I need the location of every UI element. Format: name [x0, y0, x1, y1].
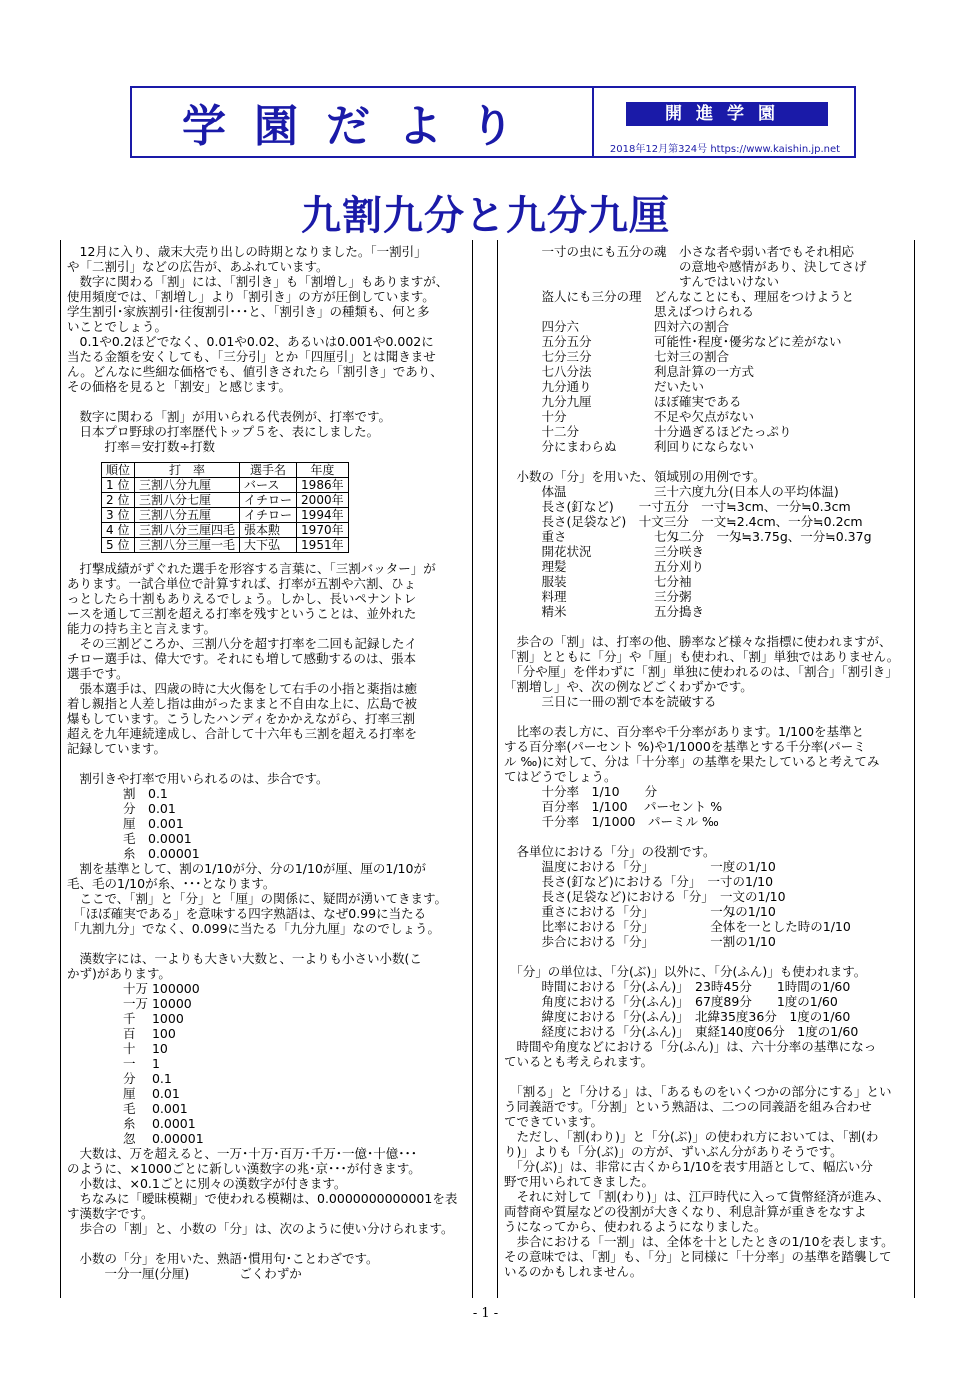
right-r7 — [504, 1084, 914, 1279]
right-r5 — [504, 844, 914, 949]
text-line: 「割増し」や、次の例などごくわずかです。 — [504, 679, 753, 694]
text-line: いるのかもしれません。 — [504, 1264, 643, 1279]
text-line: 体温 三十六度九分(日本人の平均体温) — [504, 484, 839, 499]
text-line: 千分率 1/1000 パーミル ‰ — [504, 814, 719, 829]
text-line: 割 0.1 — [123, 786, 168, 801]
table-cell: 1994年 — [297, 508, 349, 523]
left-column — [60, 240, 473, 1298]
text-line: 十二分 十分過ぎるほどたっぷり — [504, 424, 792, 439]
text-line: 「割る」と「分ける」は、「あるものをいくつかの部分にする」とい — [504, 1084, 892, 1099]
text-line: 糸 0.0001 — [123, 1116, 196, 1131]
text-line: 緯度における「分(ふん)」 北緯35度36分 1度の1/60 — [504, 1009, 851, 1024]
text-line: てできています。 — [504, 1114, 604, 1129]
text-line: 「分(ぶ)」は、非常に古くから1/10を表す用語として、幅広い分 — [504, 1159, 873, 1174]
text-line: ただし、「割(わり)」と「分(ぶ)」の使われ方においては、「割(わ — [504, 1129, 879, 1144]
table-cell: 張本勲 — [240, 523, 297, 538]
text-line: 張本選手は、四歳の時に大火傷をして右手の小指と薬指は癒 — [67, 681, 418, 696]
table-cell: 1 位 — [102, 478, 135, 493]
text-line: 「分や厘」を伴わずに「割」単独に使われるのは、「割合」「割引き」 — [504, 664, 898, 679]
text-line: 当たる金額を安くしても、「三分引」とか「四厘引」とは聞きませ — [67, 349, 436, 364]
units-list-1 — [67, 786, 472, 861]
text-line: 料理 三分粥 — [504, 589, 692, 604]
text-line: 一分一厘(分厘) ごくわずか — [67, 1266, 302, 1281]
text-line: ル ‰)に対して、分は「十分率」の基準を果たしていると考えてみ — [504, 754, 880, 769]
text-line: 厘 0.01 — [123, 1086, 180, 1101]
text-line: 「割」とともに「分」や「厘」も使われ、「割」単独ではありません。 — [504, 649, 900, 664]
table-cell: イチロー — [240, 508, 297, 523]
table-cell: 1986年 — [297, 478, 349, 493]
text-line: 両替商や質屋などの役割が大きくなり、利息計算が重きをなすよ — [504, 1204, 867, 1219]
text-line: それに対して「割(わり)」は、江戸時代に入って貨幣経済が進み、 — [504, 1189, 890, 1204]
text-line: 七八分法 利息計算の一方式 — [504, 364, 755, 379]
text-line: の意地や感情があり、決してさげ — [504, 259, 867, 274]
table-row — [102, 508, 349, 523]
text-line: 一 1 — [123, 1056, 160, 1071]
text-line: 小数の「分」を用いた、領域別の用例です。 — [504, 469, 766, 484]
text-line: うになってから、使われるようになりました。 — [504, 1219, 767, 1234]
text-line: 重さにおける「分」 一匁の1/10 — [504, 904, 776, 919]
text-line: 着し親指と人差し指は曲がったままと不自由な上に、広島で被 — [67, 696, 418, 711]
text-line: っとしたら十割もありえるでしょう。しかし、長いペナントレ — [67, 591, 417, 606]
text-line: のように、×1000ごとに新しい漢数字の兆･京･･･が付きます。 — [67, 1161, 421, 1176]
text-line: 分 0.1 — [123, 1071, 172, 1086]
text-line: 千 1000 — [123, 1011, 184, 1026]
text-line: 日本プロ野球の打率歴代トップ５を、表にしました。 — [67, 424, 380, 439]
text-line: いことでしょう。 — [67, 319, 168, 334]
text-line: 九分通り だいたい — [504, 379, 705, 394]
text-line: う同義語です。「分割」という熟語は、二つの同義語を組み合わせ — [504, 1099, 872, 1114]
text-line: 小数の「分」を用いた、熟語･慣用句･ことわざです。 — [67, 1251, 379, 1266]
text-line: 一寸の虫にも五分の魂 小さな者や弱い者でもそれ相応 — [504, 244, 855, 259]
text-line: 毛 0.001 — [123, 1101, 188, 1116]
text-line: 爆もしています。こうしたハンディをかかえながら、打率三割 — [67, 711, 416, 726]
table-cell: 1951年 — [297, 538, 349, 553]
text-line: 角度における「分(ふん)」 67度89分 1度の1/60 — [504, 994, 838, 1009]
text-line: 四分六 四対六の割合 — [504, 319, 730, 334]
text-line: 割を基準として、割の1/10が分、分の1/10が厘、厘の1/10が — [67, 861, 426, 876]
text-line: 一万 10000 — [123, 996, 192, 1011]
text-line: 大数は、万を超えると、一万･十万･百万･千万･一億･十億･･･ — [67, 1146, 418, 1161]
text-line: 選手です。 — [67, 666, 129, 681]
text-line: 温度における「分」 一度の1/10 — [504, 859, 776, 874]
text-line: 三日に一冊の割で本を読破する — [504, 694, 717, 709]
table-cell: 大下弘 — [240, 538, 297, 553]
text-line: 比率の表し方に、百分率や千分率があります。1/100を基準と — [504, 724, 865, 739]
text-line: てはどうでしょう。 — [504, 769, 617, 784]
text-line: 歩合における「一割」は、全体を十としたときの1/10を表します。 — [504, 1234, 894, 1249]
text-line: 打撃成績がずぐれた選手を形容する言葉に、「三割バッター」が — [67, 561, 436, 576]
page-number: - 1 - — [472, 1306, 499, 1321]
text-line: 数字に関わる「割」には、「割引き」も「割増し」もありますが、 — [67, 274, 449, 289]
text-line: 経度における「分(ふん)」 東経140度06分 1度の1/60 — [504, 1024, 859, 1039]
right-r1 — [504, 244, 914, 454]
text-line: 長さ(足袋など) 十文三分 一文≒2.4cm、一分≒0.2cm — [504, 514, 863, 529]
text-line: 盗人にも三分の理 どんなことにも、理屈をつけようと — [504, 289, 855, 304]
text-line: 毛、毛の1/10が糸、･･･となります。 — [67, 876, 276, 891]
text-line: 12月に入り、歳末大売り出しの時期となりました。「一割引」 — [67, 244, 427, 259]
text-line: 十分率 1/10 分 — [504, 784, 658, 799]
text-line: す漢数字です。 — [67, 1206, 154, 1221]
text-line: 小数は、×0.1ごとに別々の漢数字が付きます。 — [67, 1176, 347, 1191]
text-line: 百 100 — [123, 1026, 176, 1041]
left-p4 — [67, 771, 472, 786]
left-p3 — [67, 561, 472, 756]
table-cell: 三割八分九厘 — [135, 478, 240, 493]
table-cell: 三割八分五厘 — [135, 508, 240, 523]
text-line: 忽 0.00001 — [123, 1131, 204, 1146]
text-line: 0.1や0.2ほどでなく、0.01や0.02、あるいは0.001や0.002に — [67, 334, 434, 349]
text-line: チロー選手は、偉大です。それにも増して感動するのは、張本 — [67, 651, 417, 666]
text-line: する百分率(パーセント %)や1/1000を基準とする千分率(パーミ — [504, 739, 866, 754]
text-line: り)」よりも「分(ぶ)」の方が、ずいぶん分がありそうです。 — [504, 1144, 843, 1159]
text-line: や「二割引」などの広告が、あふれています。 — [67, 259, 329, 274]
text-line: 打率＝安打数÷打数 — [67, 439, 215, 454]
table-cell: 順位 — [102, 463, 135, 478]
text-line: 時間における「分(ふん)」 23時45分 1時間の1/60 — [504, 979, 851, 994]
left-p6 — [67, 951, 472, 981]
text-line: 百分率 1/100 パーセント % — [504, 799, 723, 814]
text-line: ースを通して三割を超える打率を残すということは、並外れた — [67, 606, 417, 621]
table-cell: 三割八分三厘一毛 — [135, 538, 240, 553]
masthead-info — [592, 88, 856, 156]
text-line: 十万 100000 — [123, 981, 200, 996]
text-line: 歩合の「割」は、打率の他、勝率など様々な指標に使われますが、 — [504, 634, 892, 649]
right-r6 — [504, 964, 914, 1069]
text-line: 「ほぼ確実である」を意味する四字熟語は、なぜ0.99に当たる — [67, 906, 427, 921]
text-line: その意味では、「割」も、「分」と同様に「十分率」の基準を踏襲して — [504, 1249, 892, 1264]
table-cell: 選手名 — [240, 463, 297, 478]
text-line: 十 10 — [123, 1041, 168, 1056]
left-p7 — [67, 1146, 472, 1236]
text-line: 重さ 七匁二分 一匁≒3.75g、一分≒0.37g — [504, 529, 872, 544]
left-p8 — [67, 1251, 472, 1281]
text-line: 九分九厘 ほぼ確実である — [504, 394, 742, 409]
text-line: 精米 五分搗き — [504, 604, 705, 619]
text-line: 分にまわらぬ 利回りにならない — [504, 439, 755, 454]
table-cell: イチロー — [240, 493, 297, 508]
units-list-2 — [67, 981, 472, 1146]
text-line: その三割どころか、三割八分を超す打率を二回も記録したイ — [67, 636, 418, 651]
text-line: 割引きや打率で用いられるのは、歩合です。 — [67, 771, 329, 786]
text-line: かず)があります。 — [67, 966, 171, 981]
text-line: 比率における「分」 全体を一とした時の1/10 — [504, 919, 851, 934]
left-p2 — [67, 409, 472, 454]
table-cell: 年度 — [297, 463, 349, 478]
text-line: 長さ(足袋など)における「分」 一文の1/10 — [504, 889, 786, 904]
table-cell: 三割八分七厘 — [135, 493, 240, 508]
table-row — [102, 523, 349, 538]
issue-line: 2018年12月第324号 https://www.kaishin.jp.net — [609, 144, 841, 155]
table-cell: 4 位 — [102, 523, 135, 538]
text-line: 歩合における「分」 一割の1/10 — [504, 934, 776, 949]
right-r3 — [504, 634, 914, 709]
text-line: 開花状況 三分咲き — [504, 544, 705, 559]
text-line: ここで、「割」と「分」と「厘」の関係に、疑問が湧いてきます。 — [67, 891, 448, 906]
masthead — [130, 86, 856, 158]
table-row — [102, 538, 349, 553]
text-line: 能力の持ち主と言えます。 — [67, 621, 217, 636]
table-cell: バース — [240, 478, 297, 493]
text-line: 長さ(釘など)における「分」 一寸の1/10 — [504, 874, 774, 889]
table-row — [102, 493, 349, 508]
text-line: 「分」の単位は、「分(ぶ)」以外に、「分(ふん)」も使われます。 — [504, 964, 867, 979]
text-line: 記録しています。 — [67, 741, 167, 756]
left-p5 — [67, 861, 472, 936]
text-line: 毛 0.0001 — [123, 831, 192, 846]
text-line: ているとも考えられます。 — [504, 1054, 654, 1069]
text-line: すんではいけない — [504, 274, 780, 289]
text-line: ん。どんなに些細な価格でも、値引きされたら「割引き」であり、 — [67, 364, 443, 379]
text-line: 数字に関わる「割」が用いられる代表例が、打率です。 — [67, 409, 392, 424]
text-line: 長さ(釘など) 一寸五分 一寸≒3cm、一分≒0.3cm — [504, 499, 851, 514]
table-row — [102, 478, 349, 493]
table-cell: 5 位 — [102, 538, 135, 553]
text-line: 七分三分 七対三の割合 — [504, 349, 730, 364]
table-cell: 3 位 — [102, 508, 135, 523]
text-line: 十分 不足や欠点がない — [504, 409, 755, 424]
text-line: 五分五分 可能性･程度･優劣などに差がない — [504, 334, 842, 349]
school-name: 開進学園 — [626, 102, 828, 126]
text-line: 歩合の「割」と、小数の「分」は、次のように使い分けられます。 — [67, 1221, 454, 1236]
text-line: 厘 0.001 — [123, 816, 184, 831]
text-line: 「九割九分」でなく、0.099に当たる「九分九厘」なのでしょう。 — [67, 921, 441, 936]
text-line: あります。一試合単位で計算すれば、打率が五割や六割、ひょ — [67, 576, 417, 591]
table-cell: 1970年 — [297, 523, 349, 538]
text-line: 服装 七分袖 — [504, 574, 692, 589]
text-line: 糸 0.00001 — [123, 846, 200, 861]
masthead-title: 学園だより — [182, 101, 542, 152]
table-cell: 2 位 — [102, 493, 135, 508]
table-cell: 2000年 — [297, 493, 349, 508]
right-column — [497, 240, 915, 1298]
text-line: 超えを九年連続達成し、合計して十六年も三割を超える打率を — [67, 726, 418, 741]
left-p1 — [67, 244, 472, 394]
text-line: ちなみに「曖昧模糊」で使われる模糊は、0.0000000000001を表 — [67, 1191, 458, 1206]
text-line: その価格を見ると「割安」と感じます。 — [67, 379, 292, 394]
text-line: 野で用いられてきました。 — [504, 1174, 655, 1189]
headline: 九割九分と九分九厘 — [301, 193, 670, 239]
text-line: 漢数字には、一よりも大きい大数と、一よりも小さい小数(こ — [67, 951, 422, 966]
right-r4 — [504, 724, 914, 829]
right-r2 — [504, 469, 914, 619]
text-line: 分 0.01 — [123, 801, 176, 816]
text-line: 時間や角度などにおける「分(ふん)」は、六十分率の基準になっ — [504, 1039, 877, 1054]
batting-table — [101, 462, 349, 553]
table-cell: 打 率 — [135, 463, 240, 478]
table-header-row — [102, 463, 349, 478]
text-line: 学生割引･家族割引･往復割引･･･と、「割引き」の種類も、何と多 — [67, 304, 430, 319]
text-line: 各単位における「分」の役割です。 — [504, 844, 716, 859]
text-line: 思えばつけられる — [504, 304, 755, 319]
text-line: 理髪 五分刈り — [504, 559, 705, 574]
text-line: 使用頻度では、「割増し」より「割引き」の方が圧倒しています。 — [67, 289, 435, 304]
table-cell: 三割八分三厘四毛 — [135, 523, 240, 538]
